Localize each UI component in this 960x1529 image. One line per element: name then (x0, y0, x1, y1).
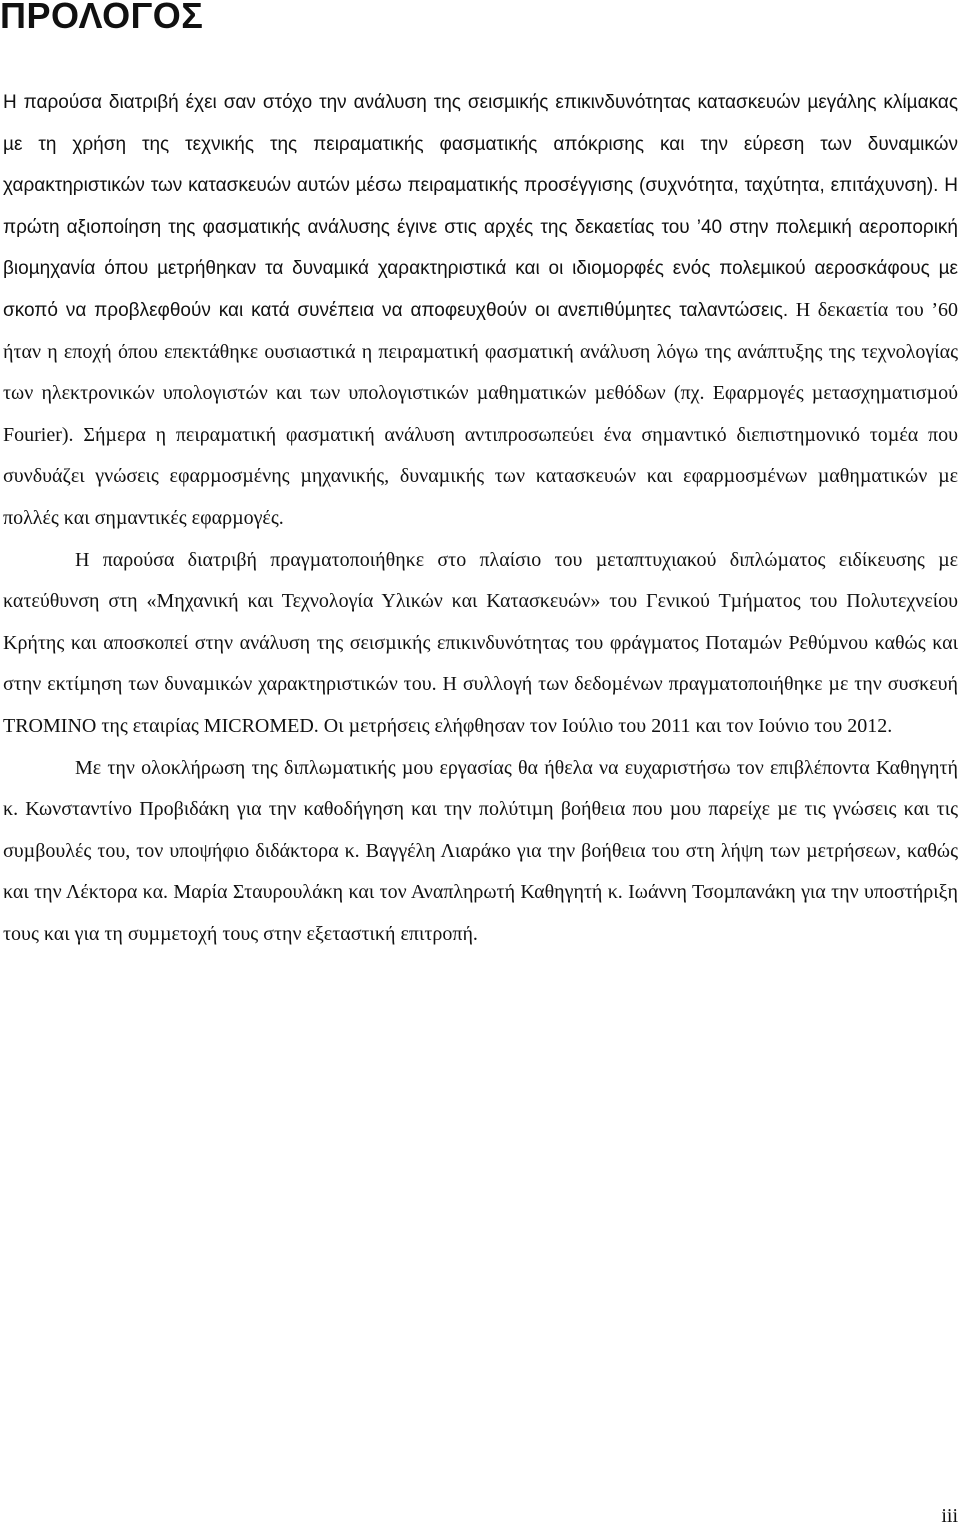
paragraph-intro-part-2: Η δεκαετία του ’60 ήταν η εποχή όπου επεκτάθηκε ουσιαστικά η πειραµατική φασµατική ανάλυση λόγω της ανάπτυξης της τεχνολογίας των ηλεκτρονικών υπολογιστών και των υπολογιστικών µαθηµατικών µεθόδων (πχ. Εφαρµογές µετασχηµατισµού Fourier). Σήµερα η πειραµατική φασµατική ανάλυση αντιπροσωπεύει ένα σηµαντικό διεπιστηµονικό τοµέα που συνδυάζει γνώσεις εφαρµοσµένης µηχανικής, δυναµικής των κατασκευών και εφαρµοσµένων µαθηµατικών µε πολλές και σηµαντικές εφαρµογές. (3, 298, 958, 529)
page-number: iii (941, 1505, 958, 1527)
page-title: ΠΡΟΛΟΓΟΣ (0, 0, 204, 36)
document-body (3, 82, 958, 955)
paragraph-intro (3, 82, 958, 540)
paragraph-acknowledgements: Με την ολοκλήρωση της διπλωµατικής µου εργασίας θα ήθελα να ευχαριστήσω τον επιβλέποντα Καθηγητή κ. Κωνσταντίνο Προβιδάκη για την καθοδήγηση και την πολύτιµη βοήθεια που µου παρείχε µε τις γνώσεις και τις συµβουλές του, τον υποψήφιο διδάκτορα κ. Βαγγέλη Λιαράκο για την βοήθεια του στη λήψη των µετρήσεων, καθώς και την Λέκτορα κα. Μαρία Σταυρουλάκη και τον Αναπληρωτή Καθηγητή κ. Ιωάννη Τσοµπανάκη για την υποστήριξη τους και για τη συµµετοχή τους στην εξεταστική επιτροπή. (3, 756, 958, 945)
paragraph-intro-part-1: Η παρούσα διατριβή έχει σαν στόχο την ανάλυση της σεισµικής επικινδυνότητας κατασκευών µεγάλης κλίµακας µε τη χρήση της τεχνικής της πειραµατικής φασµατικής απόκρισης και την εύρεση των δυναµικών χαρακτηριστικών των κατασκευών αυτών µέσω πειραµατικής προσέγγισης (συχνότητα, ταχύτητα, επιτάχυνση). Η πρώτη αξιοποίηση της φασµατικής ανάλυσης έγινε στις αρχές της δεκαετίας του ’40 στην πολεµική αεροπορική βιοµηχανία όπου µετρήθηκαν τα δυναµικά χαρακτηριστικά και οι ιδιοµορφές ενός πολεµικού αεροσκάφους µε σκοπό να προβλεφθούν και κατά συνέπεια να αποφευχθούν οι ανεπιθύµητες ταλαντώσεις. (3, 92, 958, 321)
paragraph-thesis-context: Η παρούσα διατριβή πραγµατοποιήθηκε στο πλαίσιο του µεταπτυχιακού διπλώµατος ειδίκευσης µε κατεύθυνση στη «Μηχανική και Τεχνολογία Υλικών και Κατασκευών» του Γενικού Τµήµατος του Πολυτεχνείου Κρήτης και αποσκοπεί στην ανάλυση της σεισµικής επικινδυνότητας του φράγµατος Ποταµών Ρεθύµνου καθώς και στην εκτίµηση των δυναµικών χαρακτηριστικών του. Η συλλογή των δεδοµένων πραγµατοποιήθηκε µε την συσκευή TROMINO της εταιρίας MICROMED. Οι µετρήσεις ελήφθησαν τον Ιούλιο του 2011 και τον Ιούνιο του 2012. (3, 548, 958, 737)
